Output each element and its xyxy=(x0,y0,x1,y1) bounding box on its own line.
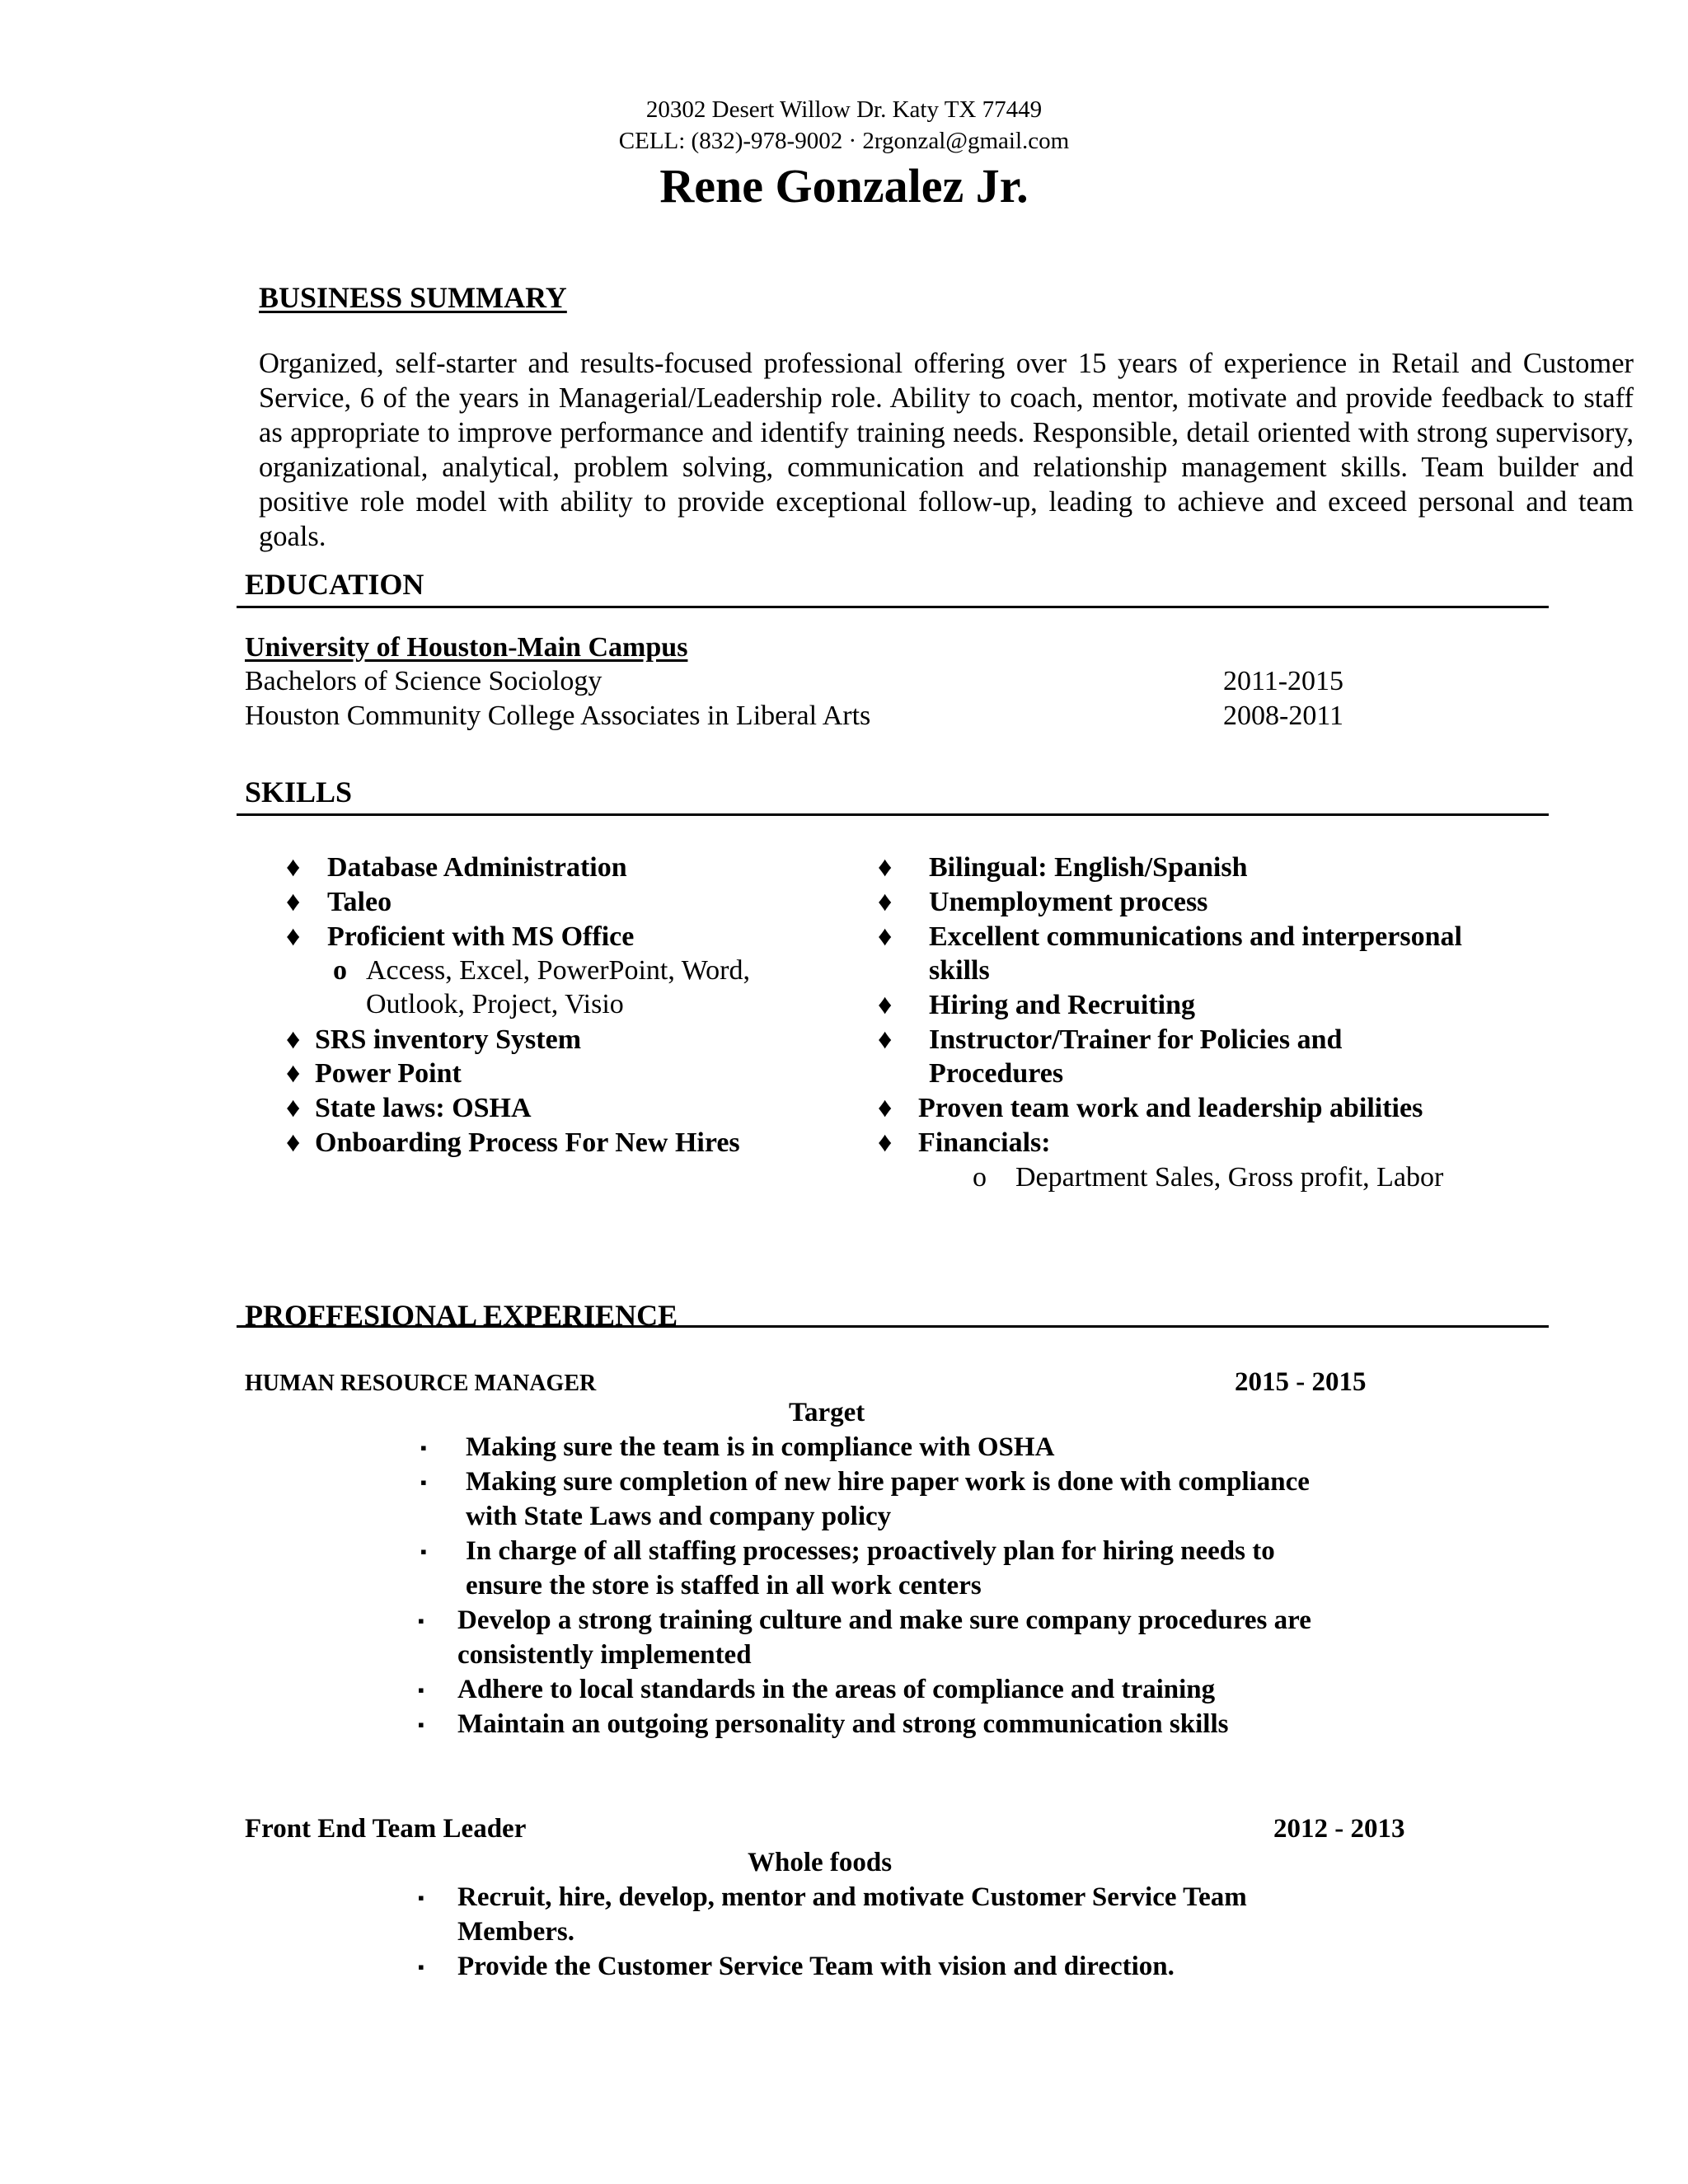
skill-item-continued: skills xyxy=(929,955,990,986)
diamond-bullet-icon: ♦ xyxy=(286,852,301,883)
diamond-bullet-icon: ♦ xyxy=(878,852,893,883)
skill-item: Power Point xyxy=(315,1058,462,1089)
education-degree: Houston Community College Associates in Liberal Arts xyxy=(245,701,871,731)
skill-item: SRS inventory System xyxy=(315,1024,582,1055)
diamond-bullet-icon: ♦ xyxy=(286,1024,301,1055)
skill-item: Unemployment process xyxy=(929,887,1208,917)
skill-subitem: Access, Excel, PowerPoint, Word, xyxy=(366,955,750,986)
skill-item: Taleo xyxy=(327,887,392,917)
job-years: 2015 - 2015 xyxy=(1235,1367,1367,1397)
job-title: HUMAN RESOURCE MANAGER xyxy=(245,1371,597,1396)
skills-heading: SKILLS xyxy=(245,776,353,808)
diamond-bullet-icon: ♦ xyxy=(286,921,301,952)
skill-item: Proficient with MS Office xyxy=(327,921,635,952)
skill-item-continued: Procedures xyxy=(929,1058,1064,1089)
diamond-bullet-icon: ♦ xyxy=(878,1093,893,1123)
square-bullet-icon: ▪ xyxy=(420,1437,427,1458)
education-years: 2011-2015 xyxy=(1223,666,1344,696)
job-duty-continued: with State Laws and company policy xyxy=(466,1502,892,1531)
education-heading: EDUCATION xyxy=(245,568,424,601)
skill-subitem: Outlook, Project, Visio xyxy=(366,989,624,1019)
education-degree: Bachelors of Science Sociology xyxy=(245,666,603,696)
skill-item: Bilingual: English/Spanish xyxy=(929,852,1248,883)
experience-heading: PROFFESIONAL EXPERIENCE xyxy=(245,1299,678,1332)
diamond-bullet-icon: ♦ xyxy=(286,1093,301,1123)
square-bullet-icon: ▪ xyxy=(418,1714,424,1735)
sub-bullet-icon: o xyxy=(973,1162,987,1193)
job-duty-continued: ensure the store is staffed in all work centers xyxy=(466,1571,982,1601)
job-title: Front End Team Leader xyxy=(245,1814,527,1844)
job-duty: Adhere to local standards in the areas of compliance and training xyxy=(457,1675,1216,1704)
diamond-bullet-icon: ♦ xyxy=(878,1024,893,1055)
job-years: 2012 - 2013 xyxy=(1273,1814,1405,1844)
experience-divider xyxy=(237,1325,1549,1328)
job-duty: In charge of all staffing processes; proactively plan for hiring needs to xyxy=(466,1536,1275,1566)
skill-item: Excellent communications and interpersonal xyxy=(929,921,1462,952)
contact-phone-email: CELL: (832)-978-9002 · 2rgonzal@gmail.com xyxy=(618,128,1070,154)
square-bullet-icon: ▪ xyxy=(418,1610,424,1631)
job-duty-continued: consistently implemented xyxy=(457,1640,752,1670)
diamond-bullet-icon: ♦ xyxy=(878,921,893,952)
square-bullet-icon: ▪ xyxy=(418,1680,424,1700)
square-bullet-icon: ▪ xyxy=(420,1541,427,1562)
contact-address: 20302 Desert Willow Dr. Katy TX 77449 xyxy=(645,96,1043,123)
job-duty-continued: Members. xyxy=(457,1917,575,1947)
skill-item: Proven team work and leadership abilities xyxy=(918,1093,1423,1123)
job-duty: Recruit, hire, develop, mentor and motivate Customer Service Team xyxy=(457,1882,1247,1912)
skill-item: Hiring and Recruiting xyxy=(929,990,1196,1020)
job-duty: Making sure the team is in compliance with OSHA xyxy=(466,1432,1055,1462)
square-bullet-icon: ▪ xyxy=(418,1957,424,1977)
sub-bullet-icon: o xyxy=(333,955,347,986)
diamond-bullet-icon: ♦ xyxy=(286,1058,301,1089)
resume-name: Rene Gonzalez Jr. xyxy=(659,159,1029,213)
diamond-bullet-icon: ♦ xyxy=(878,990,893,1020)
skill-item: Instructor/Trainer for Policies and xyxy=(929,1024,1343,1055)
job-duty: Maintain an outgoing personality and strong communication skills xyxy=(457,1709,1229,1739)
square-bullet-icon: ▪ xyxy=(420,1472,427,1493)
job-company: Whole foods xyxy=(748,1848,893,1877)
square-bullet-icon: ▪ xyxy=(418,1887,424,1908)
skill-item: Database Administration xyxy=(327,852,627,883)
job-duty: Provide the Customer Service Team with vision and direction. xyxy=(457,1952,1175,1981)
diamond-bullet-icon: ♦ xyxy=(878,887,893,917)
skill-item: Financials: xyxy=(918,1127,1051,1158)
education-school: University of Houston-Main Campus xyxy=(245,632,688,663)
diamond-bullet-icon: ♦ xyxy=(286,1127,301,1158)
diamond-bullet-icon: ♦ xyxy=(878,1127,893,1158)
skill-item: Onboarding Process For New Hires xyxy=(315,1127,740,1158)
skill-item: State laws: OSHA xyxy=(315,1093,532,1123)
diamond-bullet-icon: ♦ xyxy=(286,887,301,917)
education-divider xyxy=(237,606,1549,608)
job-duty: Develop a strong training culture and make sure company procedures are xyxy=(457,1605,1311,1635)
business-summary-heading: BUSINESS SUMMARY xyxy=(259,281,567,314)
job-company: Target xyxy=(789,1398,865,1427)
business-summary-text: Organized, self-starter and results-focused professional offering over 15 years of experience in Retail and Customer Service, 6 of the years in Managerial/Leadership role. Ability to coach, mentor, motivate and provide feedback to staff as appropriate to improve performance and identify training needs. Responsible, detail oriented with strong supervisory, organizational, analytical, problem solving, communication and relationship management skills. Team builder and positive role model with ability to provide exceptional follow-up, leading to achieve and exceed personal and team goals. xyxy=(259,348,1634,552)
skills-divider xyxy=(237,813,1549,816)
job-duty: Making sure completion of new hire paper work is done with compliance xyxy=(466,1467,1310,1497)
skill-subitem: Department Sales, Gross profit, Labor xyxy=(1015,1162,1444,1193)
education-years: 2008-2011 xyxy=(1223,701,1344,731)
